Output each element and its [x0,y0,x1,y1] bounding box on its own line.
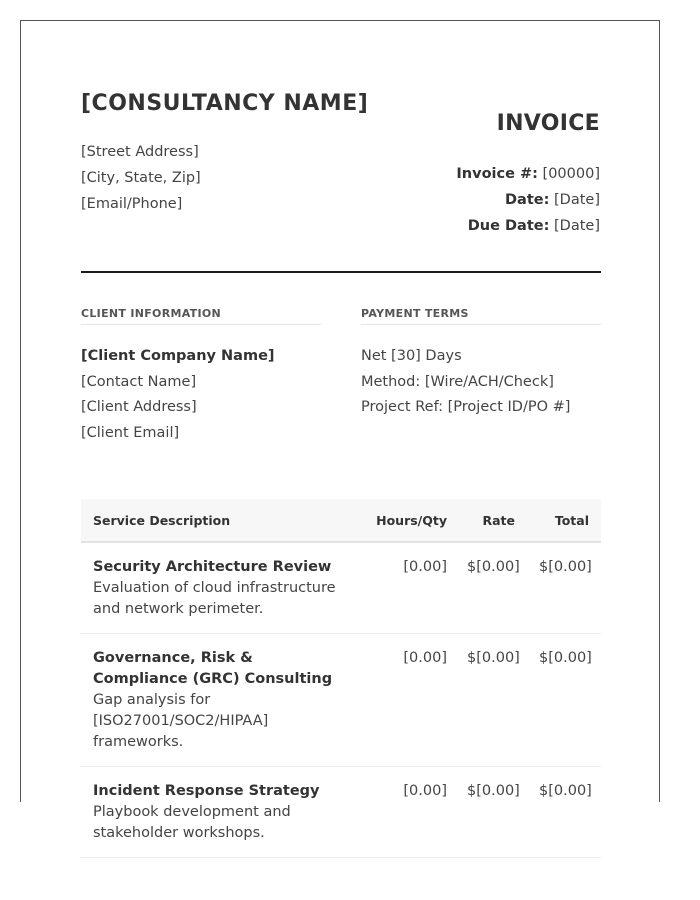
payment-net-days: Net [30] Days [361,348,462,364]
table-row [81,634,601,767]
header-divider [81,271,601,273]
client-information-heading: CLIENT INFORMATION [81,307,321,325]
column-header-rate: Rate [455,499,527,542]
service-total: $[0.00] [527,767,601,858]
client-information-body [81,344,321,446]
company-street: [Street Address] [81,144,199,160]
invoice-meta [456,161,600,239]
service-hours: [0.00] [361,767,455,858]
client-contact-name: [Contact Name] [81,373,197,390]
invoice-date-row [456,187,600,213]
table-row [81,767,601,858]
service-description: Playbook development and stakeholder workshops. [93,804,291,841]
payment-terms-body [361,344,601,421]
client-address: [Client Address] [81,399,197,415]
service-rate: $[0.00] [455,634,527,767]
company-email-phone: [Email/Phone] [81,196,183,212]
company-name: [CONSULTANCY NAME] [81,91,369,116]
invoice-title: INVOICE [496,111,600,136]
service-description-cell [81,542,361,634]
services-table-wrapper [81,499,601,858]
service-description: Evaluation of cloud infrastructure and network perimeter. [93,580,336,617]
company-address [81,139,201,217]
project-reference: Project Ref: [Project ID/PO #] [361,399,571,415]
client-company-name: [Client Company Name] [81,348,275,364]
invoice-number-row [456,161,600,187]
invoice-page [20,20,660,841]
service-title: Governance, Risk & Compliance (GRC) Consulting [93,650,333,687]
table-row [81,542,601,634]
invoice-due-date-value: [Date] [554,218,600,234]
client-information-section [81,307,321,446]
column-header-total: Total [527,499,601,542]
invoice-due-date-row [456,213,600,239]
service-total: $[0.00] [527,542,601,634]
invoice-number-value: [00000] [542,166,600,182]
services-table-header-row [81,499,601,542]
payment-terms-heading: PAYMENT TERMS [361,307,601,325]
service-hours: [0.00] [361,634,455,767]
service-rate: $[0.00] [455,542,527,634]
invoice-number-label: Invoice #: [456,166,538,182]
service-rate: $[0.00] [455,767,527,858]
service-total: $[0.00] [527,634,601,767]
service-title: Security Architecture Review [93,559,332,575]
service-title: Incident Response Strategy [93,783,320,799]
client-email: [Client Email] [81,424,180,441]
service-description-cell [81,767,361,858]
services-table [81,499,601,858]
invoice-date-label: Date: [505,192,550,208]
service-description-cell [81,634,361,767]
column-header-service-description: Service Description [81,499,361,542]
payment-terms-section [361,307,601,421]
payment-method: Method: [Wire/ACH/Check] [361,373,554,390]
invoice-due-date-label: Due Date: [467,218,550,234]
invoice-date-value: [Date] [554,192,600,208]
column-header-hours-qty: Hours/Qty [361,499,455,542]
service-hours: [0.00] [361,542,455,634]
service-description: Gap analysis for [ISO27001/SOC2/HIPAA] frameworks. [93,692,269,750]
company-city-state-zip: [City, State, Zip] [81,170,201,186]
